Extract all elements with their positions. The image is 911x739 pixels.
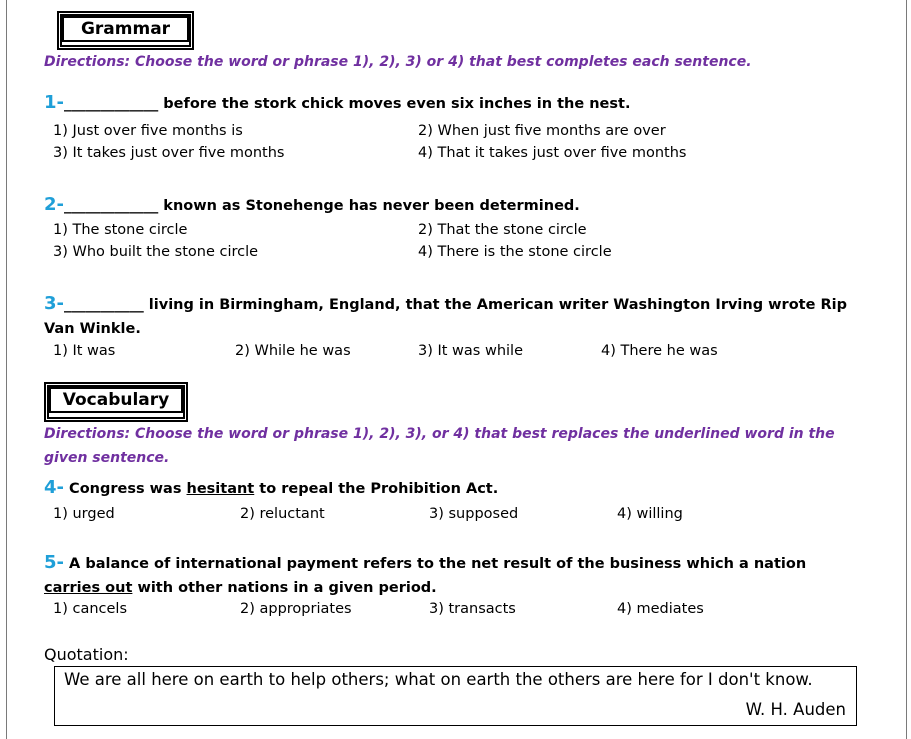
question-2 (44, 193, 864, 218)
option-3[interactable]: 3) supposed (429, 506, 519, 522)
question-4 (44, 476, 864, 501)
option-3[interactable]: 3) transacts (429, 601, 516, 617)
underlined-word: hesitant (186, 481, 255, 497)
grammar-heading: Grammar (57, 11, 194, 50)
quotation-box (54, 666, 857, 726)
underlined-word: carries out (44, 580, 133, 596)
option-1[interactable]: 1) The stone circle (53, 222, 188, 238)
answer-blank: _____________ (64, 96, 159, 112)
question-text: known as Stonehenge has never been determined. (158, 198, 580, 214)
question-text-end: to repeal the Prohibition Act. (254, 481, 499, 497)
option-2[interactable]: 2) That the stone circle (418, 222, 587, 238)
option-4[interactable]: 4) There is the stone circle (418, 244, 612, 260)
quotation-label: Quotation: (44, 645, 129, 664)
question-text-end: with other nations in a given period. (132, 580, 437, 596)
option-3[interactable]: 3) It takes just over five months (53, 145, 285, 161)
option-2[interactable]: 2) appropriates (240, 601, 352, 617)
vocabulary-directions: Directions: Choose the word or phrase 1), 2), 3), or 4) that best replaces the underlined word in the given sentence. (44, 426, 835, 466)
option-1[interactable]: 1) It was (53, 343, 116, 359)
option-4[interactable]: 4) There he was (601, 343, 718, 359)
option-1[interactable]: 1) cancels (53, 601, 128, 617)
question-text-start: Congress was (64, 481, 187, 497)
quotation-text: We are all here on earth to help others; what on earth the others are here for I don't know. (64, 670, 813, 689)
option-2[interactable]: 2) reluctant (240, 506, 325, 522)
question-number: 5- (44, 552, 64, 573)
vocabulary-heading: Vocabulary (44, 382, 188, 422)
option-2[interactable]: 2) When just five months are over (418, 123, 666, 139)
option-1[interactable]: 1) Just over five months is (53, 123, 243, 139)
question-number: 3- (44, 293, 64, 314)
question-text: before the stork chick moves even six inches in the nest. (158, 96, 631, 112)
option-2[interactable]: 2) While he was (235, 343, 351, 359)
answer-blank: ___________ (64, 297, 144, 313)
question-number: 2- (44, 194, 64, 215)
grammar-directions: Directions: Choose the word or phrase 1), 2), 3) or 4) that best completes each sentence. (44, 54, 752, 70)
option-4[interactable]: 4) mediates (617, 601, 704, 617)
option-4[interactable]: 4) willing (617, 506, 683, 522)
answer-blank: _____________ (64, 198, 159, 214)
question-3 (44, 292, 859, 341)
option-3[interactable]: 3) It was while (418, 343, 523, 359)
question-text: living in Birmingham, England, that the American writer Washington Irving wrote Rip Van Winkle. (44, 297, 847, 337)
question-1 (44, 91, 864, 116)
quotation-author: W. H. Auden (745, 700, 846, 719)
question-number: 4- (44, 477, 64, 498)
question-text-start: A balance of international payment refers to the net result of the business which a nation (64, 556, 807, 572)
option-1[interactable]: 1) urged (53, 506, 115, 522)
option-3[interactable]: 3) Who built the stone circle (53, 244, 259, 260)
question-5 (44, 551, 844, 600)
option-4[interactable]: 4) That it takes just over five months (418, 145, 687, 161)
question-number: 1- (44, 92, 64, 113)
